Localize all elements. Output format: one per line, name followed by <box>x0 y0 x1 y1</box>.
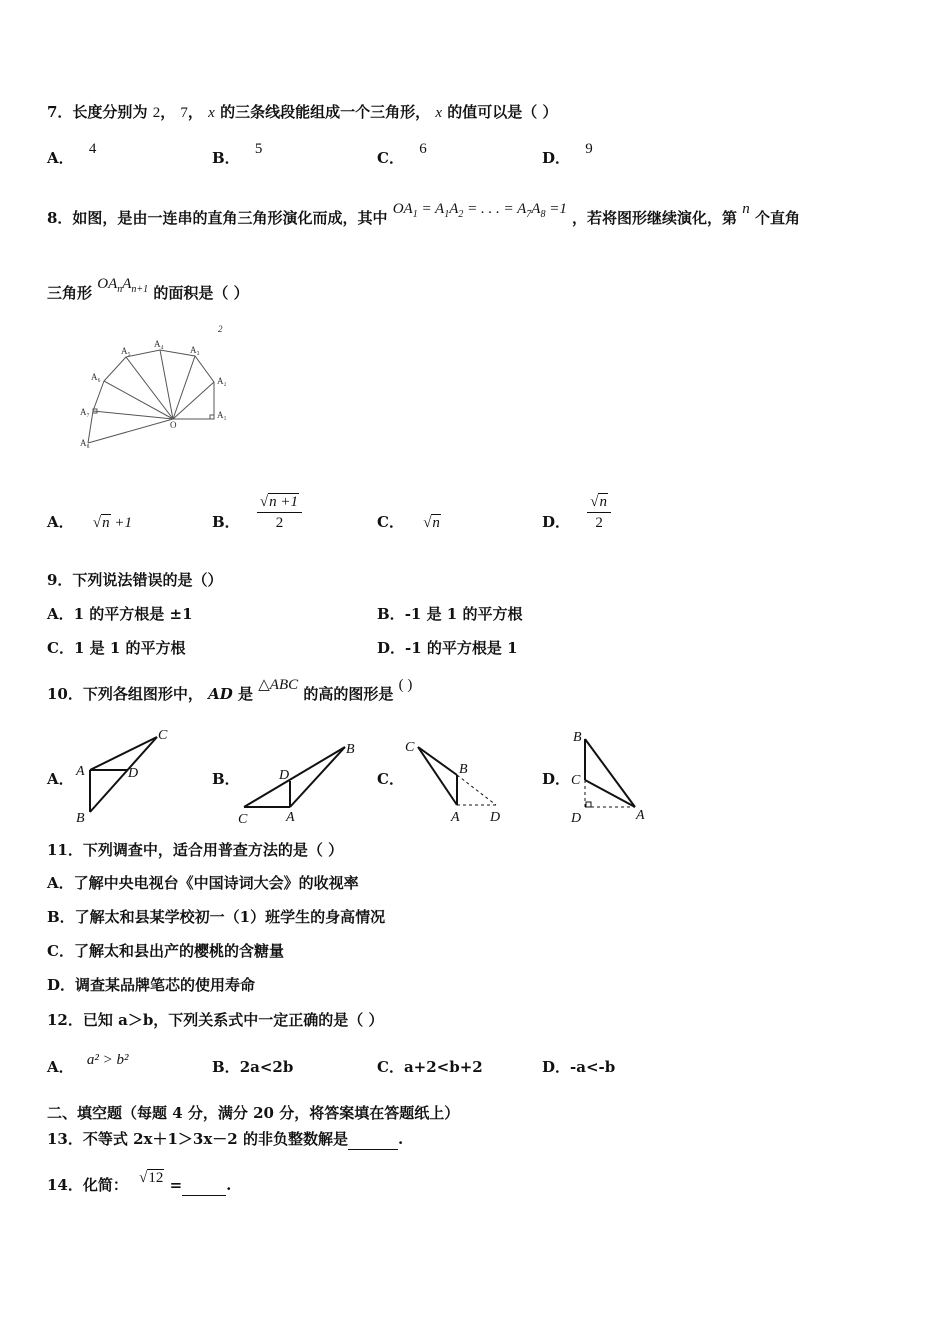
figure-number: 2 <box>218 324 223 334</box>
q11-option-b[interactable]: B．了解太和县某学校初一（1）班学生的身高情况 <box>47 908 386 926</box>
q11-option-a[interactable]: A．了解中央电视台《中国诗词大会》的收视率 <box>47 874 359 892</box>
label-a1: A₁ <box>217 410 227 420</box>
svg-text:D: D <box>128 766 139 781</box>
svg-text:C: C <box>238 812 248 827</box>
q14-answer-blank[interactable] <box>182 1175 226 1196</box>
q8-option-c[interactable]: C． √n <box>377 513 440 531</box>
q8-option-d[interactable]: D． $\frac{√n}{2}$ <box>542 512 611 533</box>
q8-option-a[interactable]: A． √n +1 <box>47 513 132 531</box>
label-a2: A₂ <box>217 376 227 386</box>
q8-stem-line1: 8．如图，是由一连串的直角三角形演化而成，其中 $OA_1 = A_1A_2$ = . . . = $A_7A_8 =1$ ，若将图形继续演化，第 n 个直角 <box>47 201 801 227</box>
q7-option-c[interactable]: C． 6 <box>377 141 427 167</box>
q8-stem-line2: 三角形 $OA_nA_{n+1}$ 的面积是（ ） <box>47 276 249 302</box>
q10-figure-d <box>565 725 665 834</box>
section-2-heading: 二、填空题（每题 4 分，满分 20 分，将答案填在答题纸上） <box>47 1104 460 1122</box>
q12-stem: 12．已知 a＞b，下列关系式中一定正确的是（ ） <box>47 1011 384 1029</box>
q10-figure-c <box>400 735 510 834</box>
q10-stem: 10．下列各组图形中， AD 是 △ABC 的高的图形是 ( ) <box>47 677 413 703</box>
q7-option-b[interactable]: B． 5 <box>212 141 263 167</box>
q10-option-c[interactable]: C． <box>377 770 404 788</box>
svg-text:B: B <box>76 811 85 825</box>
q10-figure-b <box>232 735 372 834</box>
label-a6: A₆ <box>91 372 101 382</box>
q7-option-d[interactable]: D． 9 <box>542 141 593 167</box>
svg-text:D: D <box>490 810 501 825</box>
q10-figure-a <box>70 725 180 829</box>
label-a3: A₃ <box>190 345 200 355</box>
svg-text:A: A <box>286 810 295 825</box>
q10-option-b[interactable]: B． <box>212 770 240 788</box>
svg-text:B: B <box>573 730 582 745</box>
svg-text:B: B <box>459 762 468 777</box>
svg-text:B: B <box>346 742 355 757</box>
q13-answer-blank[interactable] <box>348 1129 398 1150</box>
q12-option-a[interactable]: A． a² > b² <box>47 1052 129 1076</box>
label-o: O <box>170 420 177 430</box>
q9-option-a[interactable]: A．1 的平方根是 ±1 <box>47 605 193 623</box>
q8-option-c-math: √n <box>423 515 440 531</box>
q10-option-d[interactable]: D． <box>542 770 571 788</box>
q11-stem: 11．下列调查中，适合用普查方法的是（ ） <box>47 841 344 859</box>
q7-option-a[interactable]: A． 4 <box>47 141 97 167</box>
label-a7: A₇ <box>80 407 90 417</box>
svg-text:D: D <box>279 768 290 783</box>
q14: 14．化简： √12 = . <box>47 1170 232 1194</box>
q8-figure <box>78 320 238 454</box>
q12-option-a-math: a² > b² <box>86 1052 129 1068</box>
q9-option-d[interactable]: D．-1 的平方根是 1 <box>377 639 518 657</box>
q11-option-d[interactable]: D．调查某品牌笔芯的使用寿命 <box>47 976 256 994</box>
svg-text:C: C <box>158 728 168 743</box>
label-a8: A₈ <box>80 438 90 448</box>
svg-text:A: A <box>76 764 85 779</box>
q9-stem: 9．下列说法错误的是（） <box>47 571 223 589</box>
spiral-diagram <box>78 320 238 450</box>
svg-text:C: C <box>405 740 415 755</box>
svg-text:C: C <box>571 773 581 788</box>
q8-triangle-name: $OA_nA_{n+1}$ <box>97 276 149 295</box>
q8-equation: $OA_1 = A_1A_2$ = . . . = $A_7A_8 =1$ <box>392 201 567 220</box>
q8-option-b-math: $\frac{√n +1}{2}$ <box>257 492 302 533</box>
q12-option-d[interactable]: D．-a<-b <box>542 1058 616 1076</box>
q9-option-c[interactable]: C．1 是 1 的平方根 <box>47 639 186 657</box>
q9-option-b[interactable]: B．-1 是 1 的平方根 <box>377 605 523 623</box>
q12-option-b[interactable]: B．2a<2b <box>212 1058 294 1076</box>
q13: 13．不等式 2x＋1＞3x－2 的非负整数解是 . <box>47 1130 404 1148</box>
svg-text:A: A <box>451 810 460 825</box>
q11-option-c[interactable]: C．了解太和县出产的樱桃的含糖量 <box>47 942 284 960</box>
q12-option-c[interactable]: C．a+2<b+2 <box>377 1058 483 1076</box>
q7-stem: 7．长度分别为 2， 7， x 的三条线段能组成一个三角形， x 的值可以是（ ） <box>47 103 558 121</box>
q14-radical: √12 <box>139 1170 164 1186</box>
q10-option-a[interactable]: A． <box>47 770 74 788</box>
label-a5: A₅ <box>121 346 131 356</box>
label-a4: A₄ <box>154 339 164 349</box>
q8-option-a-math: √n +1 <box>92 515 132 531</box>
svg-text:A: A <box>636 808 645 823</box>
svg-text:D: D <box>571 811 582 826</box>
q8-option-b[interactable]: B． $\frac{√n +1}{2}$ <box>212 512 302 533</box>
q8-option-d-math: $\frac{√n}{2}$ <box>587 492 611 533</box>
